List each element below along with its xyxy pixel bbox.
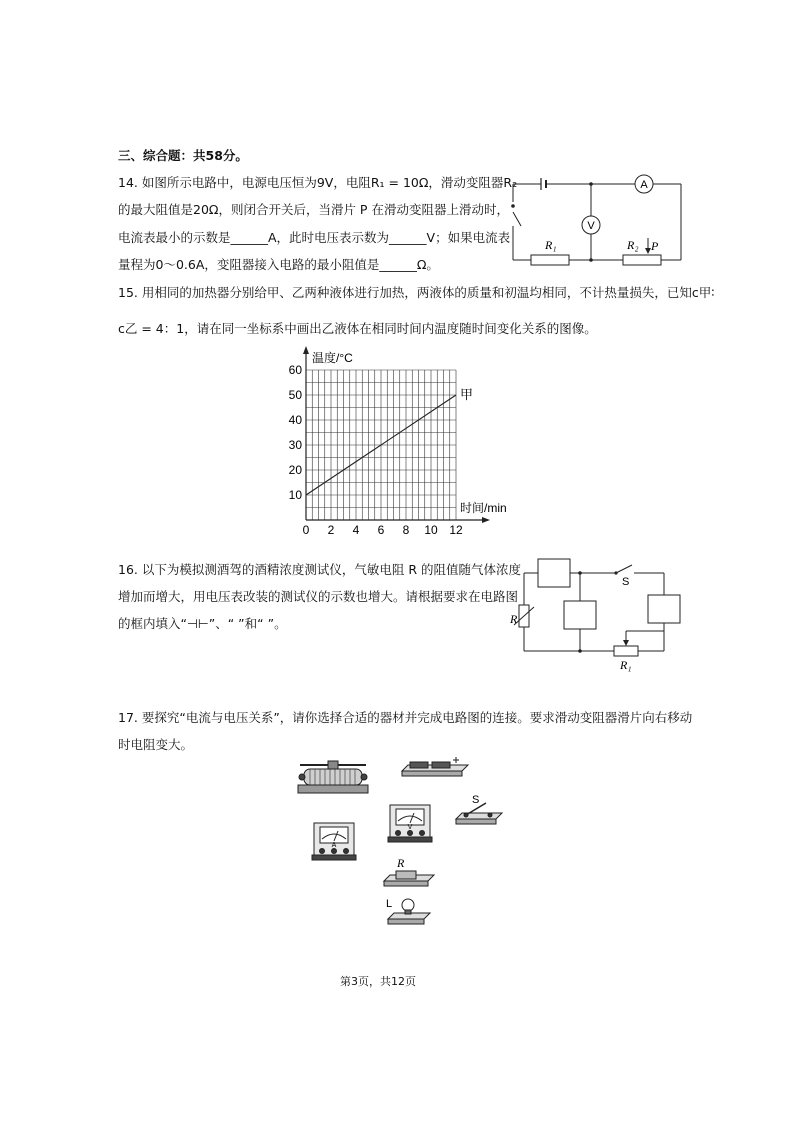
x-tick-label: 2 [327, 523, 335, 535]
switch-icon [456, 803, 502, 824]
voltmeter-label: V [587, 220, 595, 232]
q15-line1: 15. 用相同的加热器分别给甲、乙两种液体进行加热，两液体的质量和初温均相同，不计热量损失，已知c甲∶ [118, 285, 715, 300]
x-axis-arrow-icon [482, 517, 490, 523]
x-tick-label: 6 [377, 523, 385, 535]
gas-resistor-label: R [510, 612, 518, 626]
q17-line2: 时电阻变大。 [118, 737, 194, 752]
junction-dot [578, 571, 582, 575]
y-axis-label: 温度/°C [312, 351, 353, 365]
r1-label: R₁ [620, 658, 632, 672]
q17-line1: 17. 要探究“电流与电压关系”，请你选择合适的器材并完成电路图的连接。要求滑动变阻器滑片向右移动 [118, 710, 693, 725]
blank-box-top [538, 559, 570, 587]
x-axis-label: 时间/min [460, 501, 507, 515]
resistor-label: R [397, 856, 405, 870]
q16-line1: 16. 以下为模拟测酒驾的酒精浓度测试仪，气敏电阻 R 的阻值随气体浓度 [118, 562, 521, 577]
q15-line2: c乙 = 4：1，请在同一坐标系中画出乙液体在相同时间内温度随时间变化关系的图像。 [118, 321, 597, 336]
y-tick-label: 40 [288, 413, 302, 427]
q14-line3: 电流表最小的示数是______A，此时电压表示数为______V；如果电流表 [118, 230, 511, 245]
q16-circuit-diagram [510, 555, 685, 675]
q16-line3: 的框内填入“⊣⊢”、“ ”和“ ”。 [118, 616, 287, 631]
junction-dot [589, 182, 593, 186]
blank-box-middle [564, 601, 596, 629]
x-tick-label: 8 [402, 523, 410, 535]
slider-arrow-icon [623, 640, 629, 646]
y-tick-label: 50 [288, 388, 302, 402]
x-tick-label: 12 [449, 523, 463, 535]
switch-label: S [622, 576, 630, 588]
slider-label: P [651, 239, 659, 253]
r1-label: R₁ [545, 238, 557, 252]
switch-contact [614, 571, 617, 574]
battery-icon [402, 757, 468, 776]
switch-label: S [472, 794, 480, 806]
r2-label: R₂ [627, 238, 639, 252]
section-title: 三、综合题：共58分。 [118, 148, 248, 163]
page-number: 第3页，共12页 [340, 975, 416, 988]
ammeter-label: A [640, 179, 648, 191]
lamp-icon [388, 899, 430, 924]
ammeter-face-label: A [331, 842, 337, 849]
resistor-icon [384, 871, 434, 886]
junction-dot [578, 649, 582, 653]
blank-box-right [648, 595, 680, 623]
x-tick-label: 10 [424, 523, 438, 535]
y-tick-label: 60 [288, 363, 302, 377]
q14-line1: 14. 如图所示电路中，电源电压恒为9V，电阻R₁ = 10Ω，滑动变阻器R₂ [118, 175, 518, 190]
x-tick-label: 4 [352, 523, 360, 535]
lamp-label: L [386, 898, 393, 910]
x-tick-label: 0 [302, 523, 310, 535]
voltmeter-face-label: V [407, 824, 413, 831]
y-tick-label: 10 [288, 488, 302, 502]
rheostat-icon [298, 761, 368, 793]
series-label: 甲 [460, 387, 474, 402]
temperature-time-chart [270, 345, 540, 535]
y-tick-label: 30 [288, 438, 302, 452]
y-axis-arrow-icon [303, 346, 309, 354]
junction-dot [589, 258, 593, 262]
q17-equipment [290, 755, 520, 930]
q14-circuit-diagram [505, 170, 685, 270]
y-tick-label: 20 [288, 463, 302, 477]
q14-line2: 的最大阻值是20Ω，则闭合开关后，当滑片 P 在滑动变阻器上滑动时， [118, 202, 509, 217]
switch-contact [511, 204, 515, 208]
q16-line2: 增加而增大，用电压表改装的测试仪的示数也增大。请根据要求在电路图 [118, 589, 519, 604]
q14-line4: 量程为0～0.6A，变阻器接入电路的最小阻值是______Ω。 [118, 257, 439, 272]
